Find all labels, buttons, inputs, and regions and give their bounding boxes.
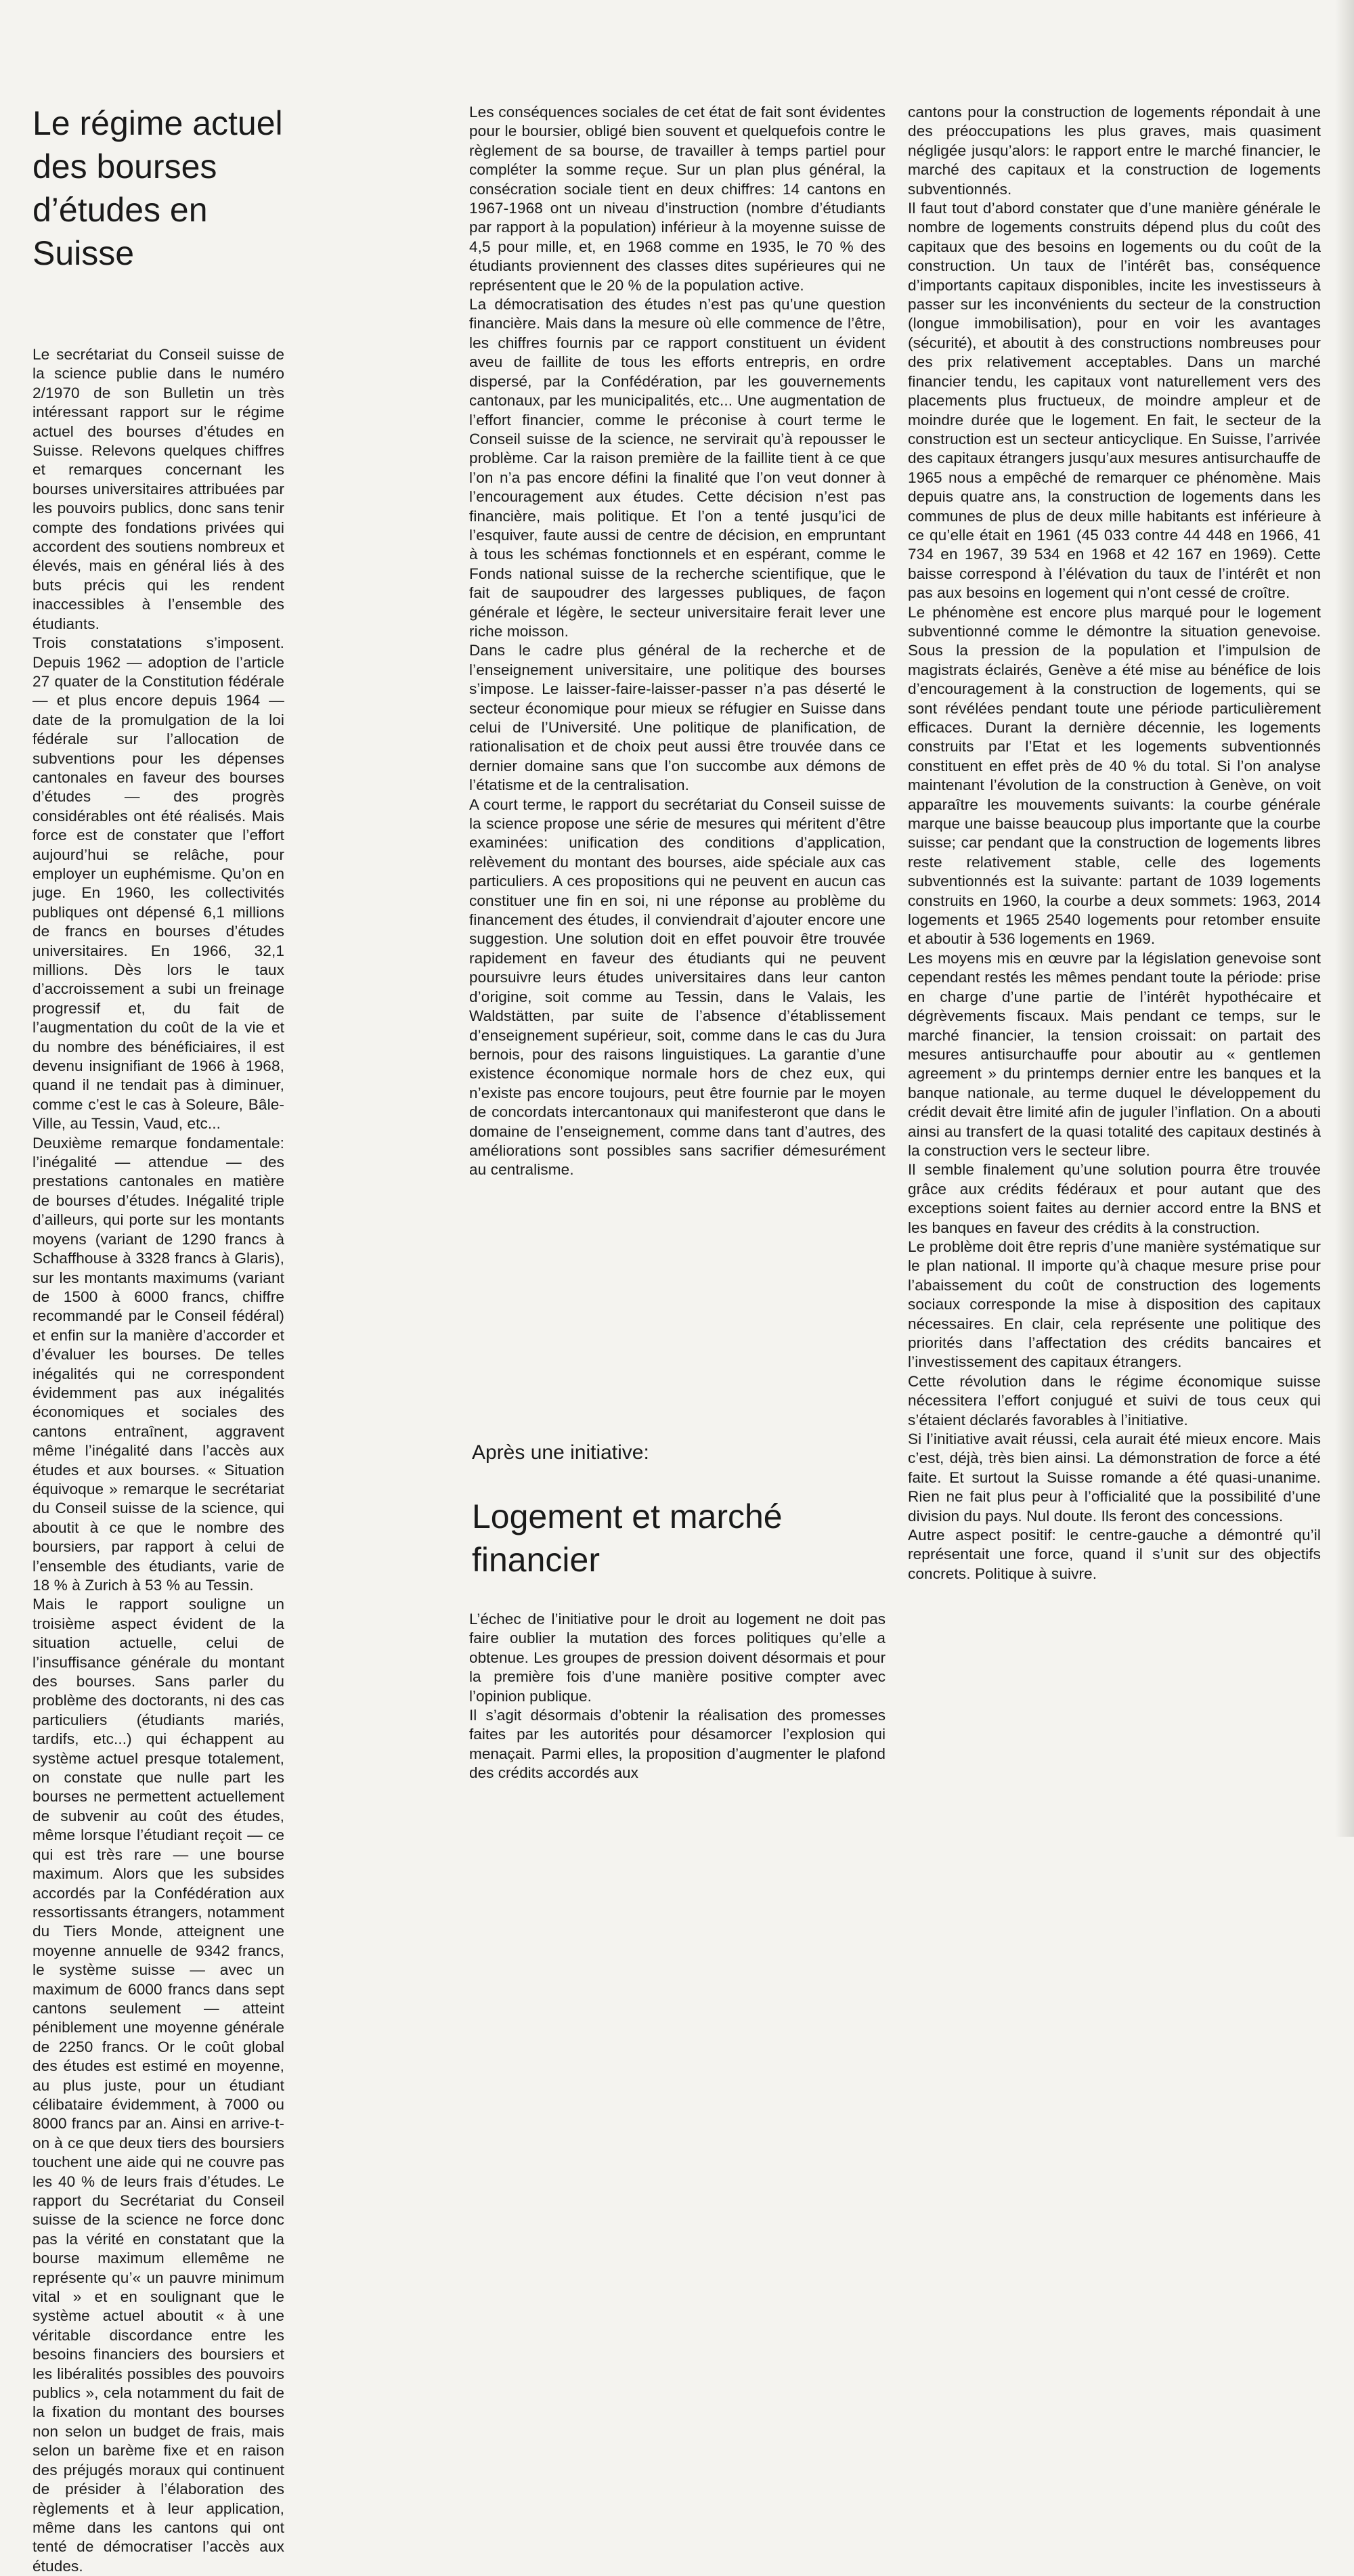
paragraph: Trois constatations s’imposent. Depuis 1962 — adoption de l’article 27 quater de la Constitution fédérale — et plus encore depuis 1964 — date de la promulgation de la loi fédérale sur l’allocation de subventions pour les dépenses cantonales en faveur des bourses d’études — des progrès considérables ont été réalisés. Mais force est de constater que l’effort aujourd’hui se relâche, pour employer un euphémisme. Qu’on en juge. En 1960, les collectivités publiques ont dépensé 6,1 millions de francs en bourses d’études universitaires. En 1966, 32,1 millions. Dès lors le taux d’accroissement a subi un freinage progressif et, du fait de l’augmentation du coût de la vie et du nombre des bénéficiaires, il est devenu insignifiant de 1966 à 1968, quand il ne tendait pas à diminuer, comme c’est le cas à Soleure, Bâle-Ville, au Tessin, Vaud, etc...: [32, 634, 284, 1133]
paragraph: Dans le cadre plus général de la recherche et de l’enseignement universitaire, une politique des bourses s’impose. Le laisser-faire-laisser-passer n’a pas déserté le secteur économique pour mieux se réfugier en Suisse dans celui de l’Université. Une politique de planification, de rationalisation et de choix peut aussi être trouvée dans ce dernier domaine sans que l’on succombe aux démons de l’étatisme et de la centralisation.: [469, 642, 886, 794]
paragraph: Le secrétariat du Conseil suisse de la science publie dans le numéro 2/1970 de son Bulletin un très intéressant rapport sur le régime actuel des bourses d’études en Suisse. Relevons quelques chiffres et remarques concernant les bourses universitaires attribuées par les pouvoirs publics, donc sans tenir compte des fondations privées qui accordent des soutiens nombreux et élevés, mais en général liés à des buts précis qui les rendent inaccessibles à l’ensemble des étudiants.: [32, 346, 284, 632]
page-edge-shadow: [1335, 0, 1354, 1837]
paragraph: Les moyens mis en œuvre par la législation genevoise sont cependant restés les mêmes pendant toute la période: prise en charge d’une partie de l’intérêt hypothécaire et dégrèvements fiscaux. Mais pendant ce temps, sur le marché financier, la tension croissait: on partait des mesures antisurchauffe pour aboutir au « gentlemen agreement » du printemps dernier entre les banques et la banque nationale, au terme duquel le développement du crédit devait être limité afin de juguler l’inflation. On a abouti ainsi au transfert de la quasi totalité des capitaux destinés à la construction vers le secteur libre.: [908, 949, 1321, 1159]
paragraph: A court terme, le rapport du secrétariat du Conseil suisse de la science propose une série de mesures qui méritent d’être examinées: unification des conditions d’application, relèvement du montant des bourses, aide spéciale aux cas particuliers. A ces propositions qui ne peuvent en aucun cas constituer une fin en soi, ni une réponse au problème du financement des études, il conviendrait d’ajouter encore une suggestion. Une solution doit en effet pouvoir être trouvée rapidement en faveur des étudiants qui ne peuvent poursuivre leurs études universitaires dans leur canton d’origine, soit comme au Tessin, dans le Valais, les Waldstätten, par suite de l’absence d’établissement d’enseignement supérieur, soit, comme dans le cas du Jura bernois, pour des raisons linguistiques. La garantie d’une existence économique normale hors de chez eux, qui n’existe pas encore toujours, peut être fournie par le moyen de concordats intercantonaux qui manifesteront que dans le domaine de l’enseignement, comme dans tant d’autres, des améliorations sont possibles sans sacrifier démesurément au centralisme.: [469, 795, 886, 1179]
paragraph: Le problème doit être repris d’une manière systématique sur le plan national. Il importe qu’à chaque mesure prise pour l’abaissement du coût de construction des logements sociaux corresponde la mise à disposition des capitaux nécessaires. En clair, cela représente une politique des priorités dans l’affectation des crédits bancaires et l’investissement des capitaux étrangers.: [908, 1238, 1321, 1371]
article2-title: Logement et marché financier: [472, 1498, 783, 1579]
article1-title: Le régime actuel des bourses d’études en Suisse: [32, 104, 283, 272]
article1-col1-body: [32, 345, 284, 2576]
article2-column-3: [908, 103, 1321, 1584]
paragraph: Il faut tout d’abord constater que d’une manière générale le nombre de logements construits dépend plus du coût des capitaux que des besoins en logements ou du coût de la construction. Un taux de l’intérêt bas, conséquence d’importants capitaux disponibles, incite les investisseurs à passer sur les inconvénients du secteur de la construction (longue immobilisation), pour en voir les avantages (sécurité), et aboutit à des constructions nombreuses pour des prix relativement acceptables. Dans un marché financier tendu, les capitaux vont naturellement vers des placements plus fructueux, de moindre ampleur et de moindre durée que le logement. En fait, le secteur de la construction est un secteur anticyclique. En Suisse, l’arrivée des capitaux étrangers jusqu’aux mesures antisurchauffe de 1965 nous a empêché de remarquer ce phénomène. Mais depuis quatre ans, la construction de logements dans les communes de plus de deux mille habitants est inférieure à ce qu’elle était en 1961 (45 033 contre 44 448 en 1966, 41 734 en 1967, 39 534 en 1968 et 42 167 en 1969). Cette baisse correspond à l’élévation du taux de l’intérêt et non pas aux besoins en logement qui n’ont cessé de croître.: [908, 200, 1321, 602]
paragraph: Autre aspect positif: le centre-gauche a démontré qu’il représentait une force, quand il s’unit sur des objectifs concrets. Politique à suivre.: [908, 1527, 1321, 1582]
paragraph: L’échec de l’initiative pour le droit au logement ne doit pas faire oublier la mutation des forces politiques qu’elle a obtenue. Les groupes de pression doivent désormais et pour la première fois d’une manière positive compter avec l’opinion publique.: [469, 1611, 886, 1705]
paragraph: Il s’agit désormais d’obtenir la réalisation des promesses faites par les autorités pour désamorcer l’explosion qui menaçait. Parmi elles, la proposition d’augmenter le plafond des crédits accordés aux: [469, 1707, 886, 1782]
paragraph: Il semble finalement qu’une solution pourra être trouvée grâce aux crédits fédéraux et pour autant que des exceptions soient faites au dernier accord entre la BNS et les banques en faveur des crédits à la construction.: [908, 1161, 1321, 1236]
article2-col2-body: [469, 1610, 886, 1783]
paragraph: Mais le rapport souligne un troisième aspect évident de la situation actuelle, celui de l’insuffisance générale du montant des bourses. Sans parler du problème des doctorants, ni des cas particuliers (étudiants mariés, tardifs, etc...) qui échappent au système actuel presque totalement, on constate que nulle part les bourses ne permettent actuellement de subvenir au coût des études, même lorsque l’étudiant reçoit — ce qui est très rare — une bourse maximum. Alors que les subsides accordés par la Confédération aux ressortissants étrangers, notamment du Tiers Monde, atteignent une moyenne annuelle de 9342 francs, le système suisse — avec un maximum de 6000 francs dans sept cantons seulement — atteint péniblement une moyenne générale de 2250 francs. Or le coût global des études est estimé en moyenne, au plus juste, pour un étudiant célibataire évidemment, à 7000 ou 8000 francs par an. Ainsi en arrive-t-on à ce que deux tiers des boursiers touchent une aide qui ne couvre pas les 40 % de leurs frais d’études. Le rapport du Secrétariat du Conseil suisse de la science ne force donc pas la vérité en constatant que la bourse maximum ellemême ne représente qu’« un pauvre minimum vital » et en soulignant que le système actuel aboutit « à une véritable discordance entre les besoins financiers des boursiers et les libéralités possibles des pouvoirs publics », cela notamment du fait de la fixation du montant des bourses non selon un budget de frais, mais selon un barème fixe et en raison des préjugés moraux qui continuent de présider à l’élaboration des règlements et à leur application, même dans les cantons qui ont tenté de démocratiser l’accès aux études.: [32, 1596, 284, 2575]
paragraph: Deuxième remarque fondamentale: l’inégalité — attendue — des prestations cantonales en matière de bourses d’études. Inégalité triple d’ailleurs, qui porte sur les montants moyens (variant de 1290 francs à Schaffhouse à 3328 francs à Glaris), sur les montants maximums (variant de 1500 à 6000 francs, chiffre recommandé par le Conseil fédéral) et enfin sur la manière d’accorder et d’évaluer les bourses. De telles inégalités qui ne correspondent évidemment pas aux inégalités économiques et sociales des cantons entraînent, aggravent même l’inégalité dans l’accès aux études et aux bourses. « Situation équivoque » remarque le secrétariat du Conseil suisse de la science, qui aboutit à ce que le nombre des boursiers, par rapport à celui de l’ensemble des étudiants, varie de 18 % à Zurich à 53 % au Tessin.: [32, 1134, 284, 1594]
article2-header-block: [469, 1441, 886, 1783]
paragraph: Les conséquences sociales de cet état de fait sont évidentes pour le boursier, obligé bien souvent et quelquefois contre le règlement de sa bourse, de travailler à temps partiel pour compléter la somme reçue. Sur un plan plus général, la consécration sociale tient en deux chiffres: 14 cantons en 1967-1968 ont un niveau d’instruction (nombre d’étudiants par rapport à la population) inférieur à la moyenne suisse de 4,5 pour mille, et, en 1968 comme en 1935, le 70 % des étudiants proviennent des classes dites supérieures qui ne représentent que le 20 % de la population active.: [469, 104, 886, 294]
paragraph: Cette révolution dans le régime économique suisse nécessitera l’effort conjugué et suivi de tous ceux qui s’étaient déclarés favorables à l’initiative.: [908, 1372, 1321, 1428]
paragraph: Si l’initiative avait réussi, cela aurait été mieux encore. Mais c’est, déjà, très bien ainsi. La démonstration de force a été faite. Et surtout la Suisse romande a été quasi-unanime. Rien ne fait plus peur à l’officialité que la possibilité d’une division du pays. Nul doute. Ils feront des concessions.: [908, 1431, 1321, 1525]
article2-kicker: Après une initiative:: [472, 1441, 649, 1464]
paragraph: cantons pour la construction de logements répondait à une des préoccupations les plus graves, mais quasiment négligée jusqu’alors: le rapport entre le marché financier, le marché des capitaux et la construction de logements subventionnés.: [908, 104, 1321, 198]
paragraph: La démocratisation des études n’est pas qu’une question financière. Mais dans la mesure où elle commence de l’être, les chiffres fournis par ce rapport constituent un évident aveu de faillite de tous les efforts entrepris, en ordre dispersé, par la Confédération, par les gouvernements cantonaux, par les municipalités, etc... Une augmentation de l’effort financier, comme le préconise à court terme le Conseil suisse de la science, ne servirait qu’à repousser le problème. Car la raison première de la faillite tient à ce que l’on n’a pas encore défini la finalité que l’on veut donner à l’encouragement aux études. Cette décision n’est pas financière, mais politique. Et l’on a tenté jusqu’ici de l’esquiver, faute aussi de centre de décision, en empruntant à tous les schémas fonctionnels et en espérant, comme le Fonds national suisse de la recherche scientifique, que le fait de saupoudrer des largesses publiques, de façon générale et légère, le secteur universitaire ferait lever une riche moisson.: [469, 296, 886, 640]
paragraph: Le phénomène est encore plus marqué pour le logement subventionné comme le démontre la situation genevoise. Sous la pression de la population et l’impulsion de magistrats éclairés, Genève a été mise au bénéfice de lois d’encouragement à la construction de logements, qui se sont révélées pendant toute une période particulièrement efficaces. Durant la dernière décennie, les logements construits par l’Etat et les logements subventionnés constituent en effet près de 40 % du total. Si l’on analyse maintenant l’évolution de la construction à Genève, on voit apparaître les mouvements suivants: la courbe générale marque une baisse beaucoup plus importante que la courbe suisse; car pendant que la construction de logements libres reste relativement stable, celle des logements subventionnés est la suivante: partant de 1039 logements construits en 1960, la courbe a deux sommets: 1963, 2014 logements et 1965 2540 logements pour retomber ensuite et aboutir à 536 logements en 1969.: [908, 603, 1321, 948]
article1-column-2: [469, 103, 886, 1180]
article1-column-1: [32, 102, 284, 2576]
